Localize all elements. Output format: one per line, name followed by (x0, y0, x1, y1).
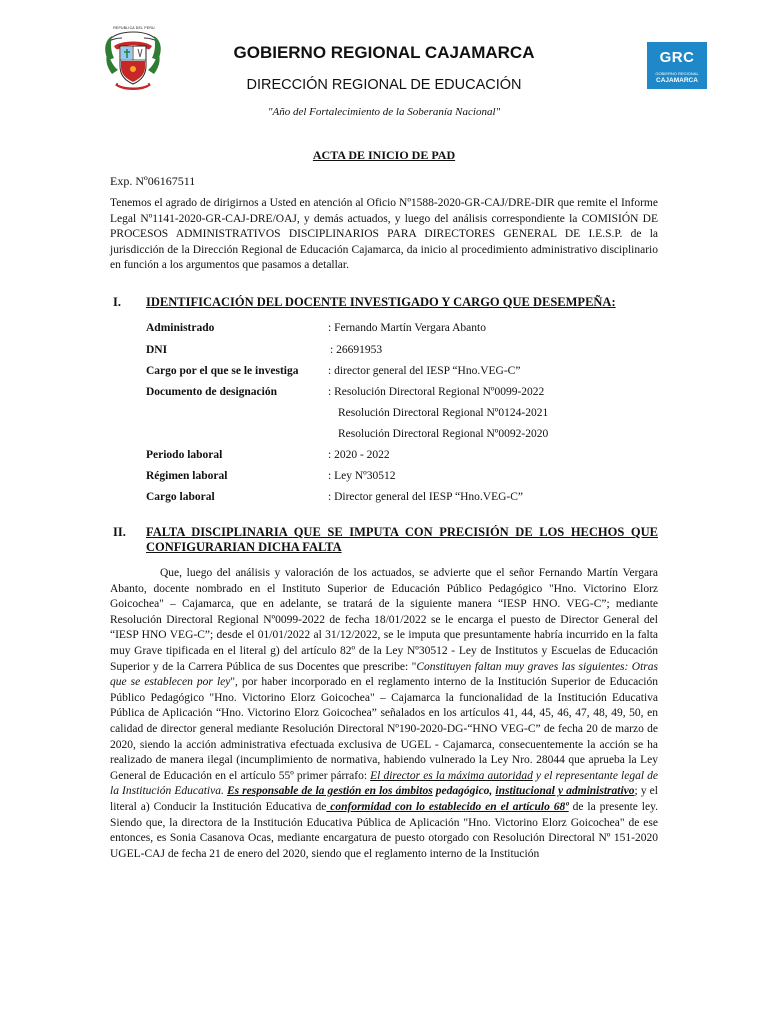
info-value: : 2020 - 2022 (328, 449, 390, 461)
info-label: Administrado (146, 322, 215, 334)
info-label: Periodo laboral (146, 449, 223, 461)
section-title: IDENTIFICACIÓN DEL DOCENTE INVESTIGADO Y CARGO QUE DESEMPEÑA: (146, 295, 616, 309)
dept-name: DIRECCIÓN REGIONAL DE EDUCACIÓN (246, 77, 522, 93)
logo-acronym: GRC (659, 49, 695, 66)
info-value: : 26691953 (330, 344, 383, 356)
info-label: Régimen laboral (146, 470, 228, 482)
document-title: ACTA DE INICIO DE PAD (312, 148, 456, 162)
section-number: I. (113, 295, 121, 309)
section-number: II. (113, 525, 126, 539)
info-value: : Ley Nº30512 (328, 470, 396, 482)
info-value: : Director general del IESP “Hno.VEG-C” (328, 491, 524, 503)
org-name: GOBIERNO REGIONAL CAJAMARCA (233, 43, 535, 62)
info-label: Cargo por el que se le investiga (146, 365, 299, 377)
info-value: : Fernando Martín Vergara Abanto (328, 322, 486, 334)
info-label: Documento de designación (146, 386, 277, 398)
info-value: Resolución Directoral Regional Nº0092-2020 (338, 428, 549, 440)
emblem-text: REPUBLICA DEL PERU (113, 26, 155, 30)
section-title: FALTA DISCIPLINARIA QUE SE IMPUTA CON PRECISIÓN DE LOS HECHOS QUE CONFIGURARIAN DICHA FALTA (146, 525, 658, 554)
intro-paragraph: Tenemos el agrado de dirigirnos a Usted en atención al Oficio Nº1588-2020-GR-CAJ/DRE-DIR que remite el Informe Legal Nº1141-2020-GR-CAJ-DRE/OAJ, y demás actuados, y luego del análisis correspondiente la COMISIÓN DE PROCESOS ADMINISTRATIVOS DISCIPLINARIOS PARA DIRECTORES GENERAL DE I.E.S.P. de la jurisdicción de la Dirección Regional de Educación Cajamarca, da inicio al procedimiento administrativo disciplinario en función a los argumentos que pasamos a detallar. (110, 197, 658, 272)
expedient-number: Exp. Nº06167511 (110, 174, 196, 188)
info-label: DNI (146, 344, 168, 356)
info-value: : director general del IESP “Hno.VEG-C” (328, 365, 521, 377)
logo-line1: GOBIERNO REGIONAL (655, 71, 699, 76)
year-motto: "Año del Fortalecimiento de la Soberanía Nacional" (267, 106, 501, 118)
info-label: Cargo laboral (146, 491, 215, 503)
logo-line2: CAJAMARCA (656, 77, 698, 84)
info-value: Resolución Directoral Regional Nº0124-2021 (338, 407, 549, 419)
info-value: : Resolución Directoral Regional Nº0099-2022 (328, 386, 545, 398)
section-2-body: Que, luego del análisis y valoración de los actuados, se advierte que el señor Fernando Martín Vergara Abanto, docente nombrado en el Instituto Superior de Educación Público Pedagógico "Hno. Victorino Elorz Goicochea" – Cajamarca, que en adelante, se tratará de la siguiente manera “IESP HNO. VEG-C”; mediante Resolución Directoral Regional Nº0099-2022 de fecha 18/01/2022 se le encarga el puesto de Director General del “IESP HNO VEG-C”; desde el 01/01/2022 al 31/12/2022, se le imputa que presuntamente habría incurrido en la falta muy Grave tipificada en el literal g) del artículo 82º de la Ley Nº30512 - Ley de Institutos y Escuelas de Educación Superior y de la Carrera Pública de sus Docentes que prescribe: "Constituyen faltan muy graves las siguientes: Otras que se establecen por ley", por haber incorporado en el reglamento interno de la Institución Superior de Educación Público Pedagógico "Hno. Victorino Elorz Goicochea" – Cajamarca la funcionalidad de la Institución Educativa Pública de Aplicación “Hno. Victorino Elorz Goicochea” señalados en los artículos 41, 44, 45, 46, 47, 48, 49, 50, en calidad de director general mediante Resolución Directoral Nº190-2020-DG-“HNO VEG-C” de fecha 20 de marzo de 2020, siendo la acción administrativa efectuada exclusiva de UGEL - Cajamarca, consecuentemente la acción se ha realizado de manera ilegal (incumplimiento de normativa, habiendo vulnerado la Ley Nro. 28044 que aprueba la Ley General de Educación en el artículo 55º primer párrafo: El director es la máxima autoridad y el representante legal de la Institución Educativa. Es responsable de la gestión en los ámbitos pedagógico, institucional y administrativo; y el literal a) Conducir la Institución Educativa de conformidad con lo establecido en el artículo 68º de la presente ley. Siendo que, la directora de la Institución Educativa Pública de Aplicación "Hno. Victorino Elorz Goicochea" de ese entonces, es Sonia Casanova Ocas, mediante encargatura de puesto otorgado con Resolución Directoral Nº 151-2020 UGEL-CAJ de fecha 21 de enero del 2020, siendo que el reglamento interno de la Institución (110, 567, 658, 860)
